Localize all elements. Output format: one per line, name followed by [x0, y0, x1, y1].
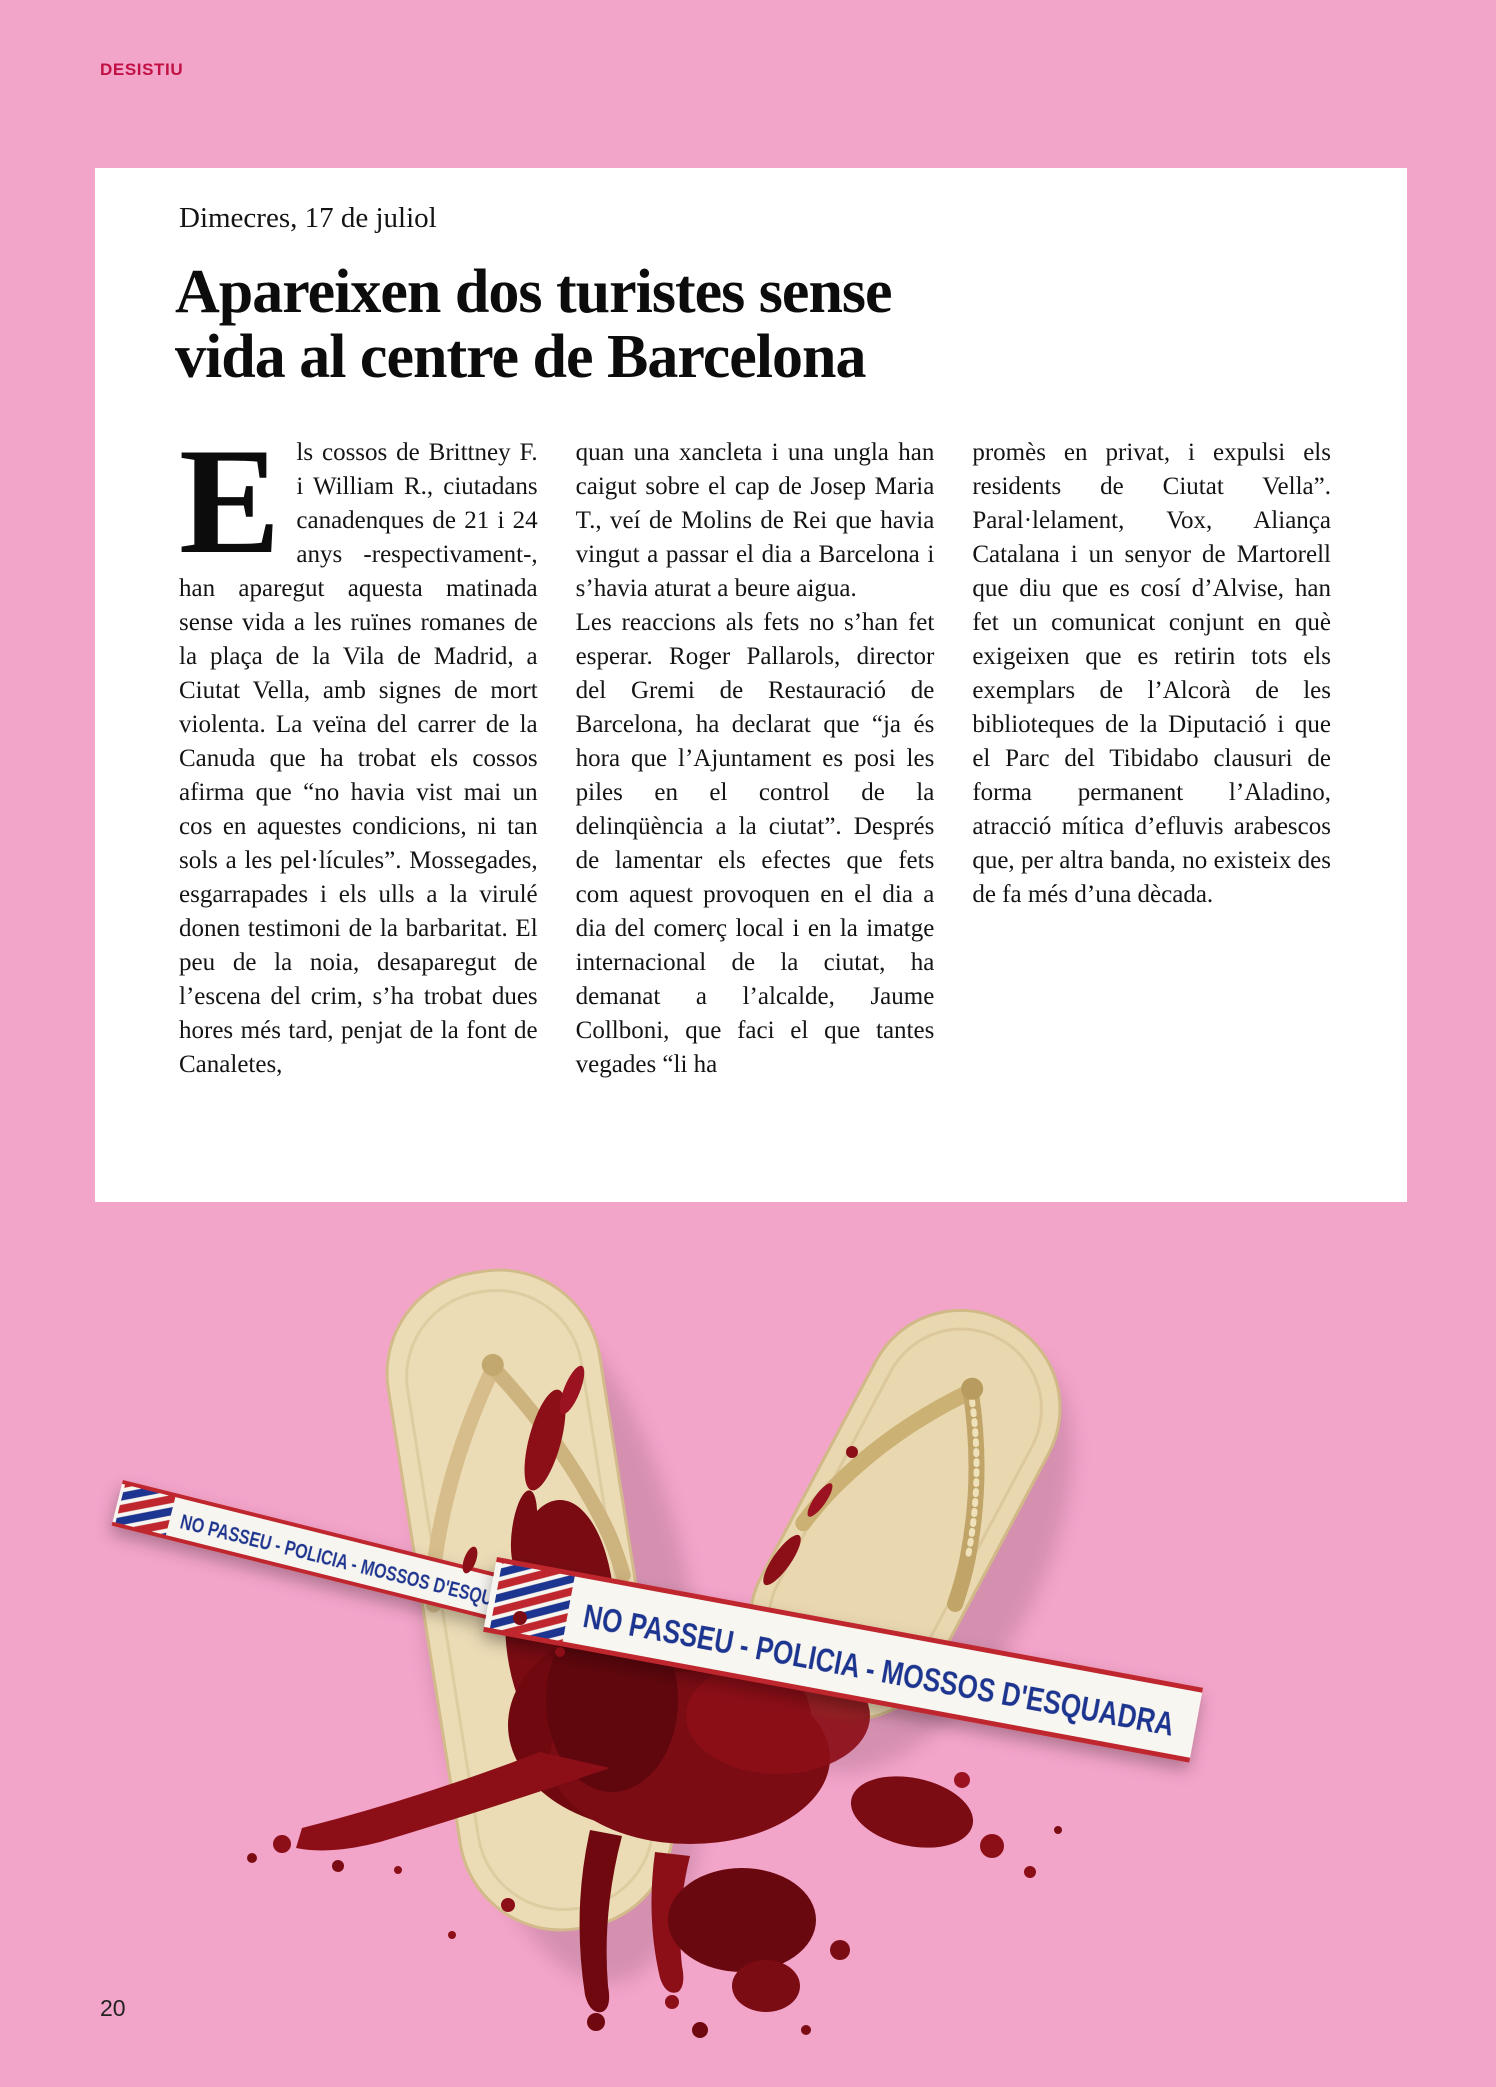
- article-columns: [179, 436, 1331, 1168]
- headline-line-2: vida al centre de Barcelona: [175, 323, 866, 392]
- drop-cap: E: [179, 436, 281, 585]
- column-1-paragraph: [179, 436, 538, 1082]
- section-label: DESISTIU: [100, 60, 184, 79]
- headline-line-1: Apareixen dos turistes sense: [175, 258, 892, 326]
- police-tape-small-text: NO PASSEU - POLICIA - MOSSOS D'ESQUADRA: [177, 1510, 652, 1650]
- article-column-3: [972, 436, 1331, 1168]
- article-column-1: [179, 436, 538, 1168]
- article-box: [95, 168, 1407, 1202]
- article-headline: [175, 260, 892, 390]
- article-date: Dimecres, 17 de juliol: [179, 202, 437, 234]
- column-2-paragraph-2: Les reaccions als fets no s’han fet esperar. Roger Pallarols, director del Gremi de Restauració de Barcelona, ha declarat que “ja és hora que l’Ajuntament es posi les piles en el control de la delinqüència a la ciutat”. Després de lamentar els efectes que fets com aquest provoquen en el dia a dia del comerç local i en la imatge internacional de la ciutat, ha demanat a l’alcalde, Jaume Collboni, que faci el que tantes vegades “li ha: [575, 609, 935, 1078]
- column-1-text: ls cossos de Brittney F. i William R., ciutadans canadenques de 21 i 24 anys -respectivament-, han aparegut aquesta matinada sense vida a les ruïnes romanes de la plaça de la Vila de Madrid, a Ciutat Vella, amb signes de mort violenta. La veïna del carrer de la Canuda que ha trobat els cossos afirma que “no havia vist mai un cos en aquestes condicions, ni tan sols a les pel·lícules”. Mossegades, esgarrapades i els ulls a la virulé donen testimoni de la barbaritat. El peu de la noia, desaparegut de l’escena del crim, s’ha trobat dues hores més tard, penjat de la font de Canaletes,: [179, 439, 538, 1078]
- tape-hatch-block: [490, 1563, 575, 1641]
- column-3-paragraph: promès en privat, i expulsi els residents de Ciutat Vella”. Paral·lelament, Vox, Aliança Catalana i un senyor de Martorell que diu que es cosí d’Alvise, han fet un comunicat conjunt en què exigeixen que es retirin tots els exemplars de l’Alcorà de les biblioteques de la Diputació i que el Parc del Tibidabo clausuri de forma permanent l’Aladino, atracció mítica d’efluvis arabescos que, per altra banda, no existeix des de fa més d’una dècada.: [972, 439, 1331, 908]
- column-2-paragraph-1: quan una xancleta i una ungla han caigut sobre el cap de Josep Maria T., veí de Molins de Rei que havia vingut a passar el dia a Barcelona i s’havia aturat a beure aigua.: [575, 439, 935, 602]
- police-tape-large-text: NO PASSEU - POLICIA - MOSSOS D'ESQUADRA: [580, 1597, 1333, 1772]
- crime-scene-illustration: [0, 1202, 1496, 2087]
- page-number: 20: [100, 1995, 126, 2021]
- article-column-2: [576, 436, 935, 1168]
